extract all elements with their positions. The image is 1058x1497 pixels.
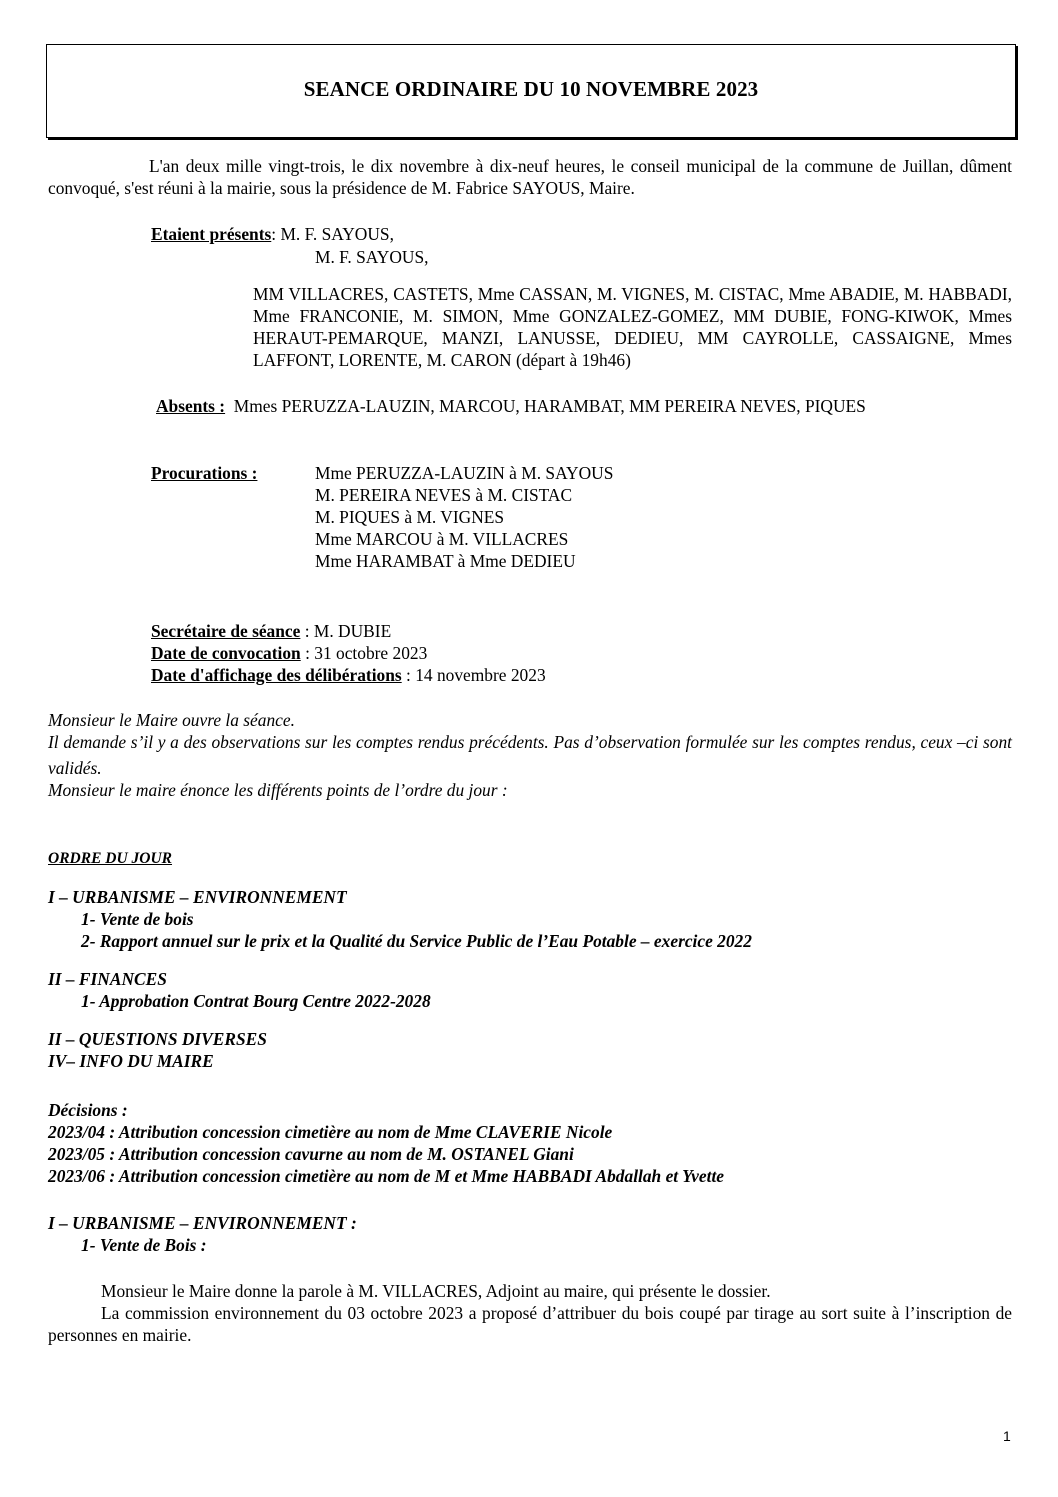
procuration-item: M. PEREIRA NEVES à M. CISTAC [315, 485, 573, 505]
agenda-section-finances: II – FINANCES [48, 969, 167, 989]
procuration-item: M. PIQUES à M. VIGNES [315, 507, 505, 527]
decisions-heading: Décisions : [48, 1100, 128, 1120]
opening-block [48, 709, 1012, 801]
opening-line2: Il demande s’il y a des observations sur les comptes rendus précédents. Pas d’observation formulée sur les comptes rendus, ceux –ci sont validés. [48, 732, 1012, 778]
presents-label: Etaient présents [151, 224, 272, 244]
agenda-item: 2- Rapport annuel sur le prix et la Qualité du Service Public de l’Eau Potable – exercice 2022 [81, 931, 752, 951]
procuration-item: Mme MARCOU à M. VILLACRES [315, 529, 569, 549]
opening-line1: Monsieur le Maire ouvre la séance. [48, 710, 295, 730]
section-heading: I – URBANISME – ENVIRONNEMENT : [48, 1213, 357, 1233]
agenda-list [48, 886, 752, 1072]
agenda-item: 1- Vente de bois [81, 909, 194, 929]
absents-text: Mmes PERUZZA-LAUZIN, MARCOU, HARAMBAT, MM PEREIRA NEVES, PIQUES [233, 396, 866, 416]
agenda-section-questions: II – QUESTIONS DIVERSES [48, 1029, 267, 1049]
agenda-heading: ORDRE DU JOUR [48, 850, 173, 867]
title-box [46, 44, 1016, 138]
agenda-item: 1- Approbation Contrat Bourg Centre 2022-2028 [81, 991, 431, 1011]
procuration-item: Mme HARAMBAT à Mme DEDIEU [315, 551, 576, 571]
presents-block [151, 223, 394, 245]
intro-paragraph: L'an deux mille vingt-trois, le dix novembre à dix-neuf heures, le conseil municipal de la commune de Juillan, dûment convoqué, s'est réuni à la mairie, sous la présidence de M. Fabrice SAYOUS, Maire. [48, 156, 1012, 198]
affichage-line: Date d'affichage des délibérations : 14 novembre 2023 [151, 665, 546, 685]
procuration-item: Mme PERUZZA-LAUZIN à M. SAYOUS [315, 463, 614, 483]
section-heading-block [48, 1212, 357, 1256]
procurations-label: Procurations : [151, 463, 258, 483]
meeting-info [151, 620, 546, 686]
presents-line2: M. F. SAYOUS, [315, 247, 429, 267]
convocation-line: Date de convocation : 31 octobre 2023 [151, 643, 428, 663]
opening-line3: Monsieur le maire énonce les différents points de l’ordre du jour : [48, 780, 508, 800]
section-subheading: 1- Vente de Bois : [81, 1235, 207, 1255]
absents-block [156, 395, 866, 417]
procurations-list [315, 462, 613, 572]
section-body [48, 1280, 1012, 1346]
absents-label: Absents : [156, 396, 226, 416]
page-title: SEANCE ORDINAIRE DU 10 NOVEMBRE 2023 [303, 77, 759, 101]
section-paragraph-2: La commission environnement du 03 octobre 2023 a proposé d’attribuer du bois coupé par tirage au sort suite à l’inscription de personnes en mairie. [48, 1303, 1012, 1345]
agenda-section-info: IV– INFO DU MAIRE [48, 1051, 214, 1071]
decisions-block [48, 1099, 724, 1187]
decision-item: 2023/04 : Attribution concession cimetière au nom de Mme CLAVERIE Nicole [48, 1122, 613, 1142]
secretaire-line: Secrétaire de séance : M. DUBIE [151, 621, 392, 641]
page-number: 1 [1003, 1428, 1011, 1444]
decision-item: 2023/05 : Attribution concession cavurne au nom de M. OSTANEL Giani [48, 1144, 574, 1164]
section-paragraph-1: Monsieur le Maire donne la parole à M. VILLACRES, Adjoint au maire, qui présente le dossier. [101, 1281, 771, 1301]
presents-line1: : M. F. SAYOUS, [271, 224, 394, 244]
decision-item: 2023/06 : Attribution concession cimetière au nom de M et Mme HABBADI Abdallah et Yvette [48, 1166, 724, 1186]
presents-members: MM VILLACRES, CASTETS, Mme CASSAN, M. VIGNES, M. CISTAC, Mme ABADIE, M. HABBADI, Mme FRANCONIE, M. SIMON, Mme GONZALEZ-GOMEZ, MM DUBIE, FONG-KIWOK, Mmes HERAUT-PEMARQUE, MANZI, LANUSSE, DEDIEU, MM CAYROLLE, CASSAIGNE, Mmes LAFFONT, LORENTE, M. CARON (départ à 19h46) [253, 284, 1012, 370]
agenda-section-urbanisme: I – URBANISME – ENVIRONNEMENT [48, 887, 347, 907]
